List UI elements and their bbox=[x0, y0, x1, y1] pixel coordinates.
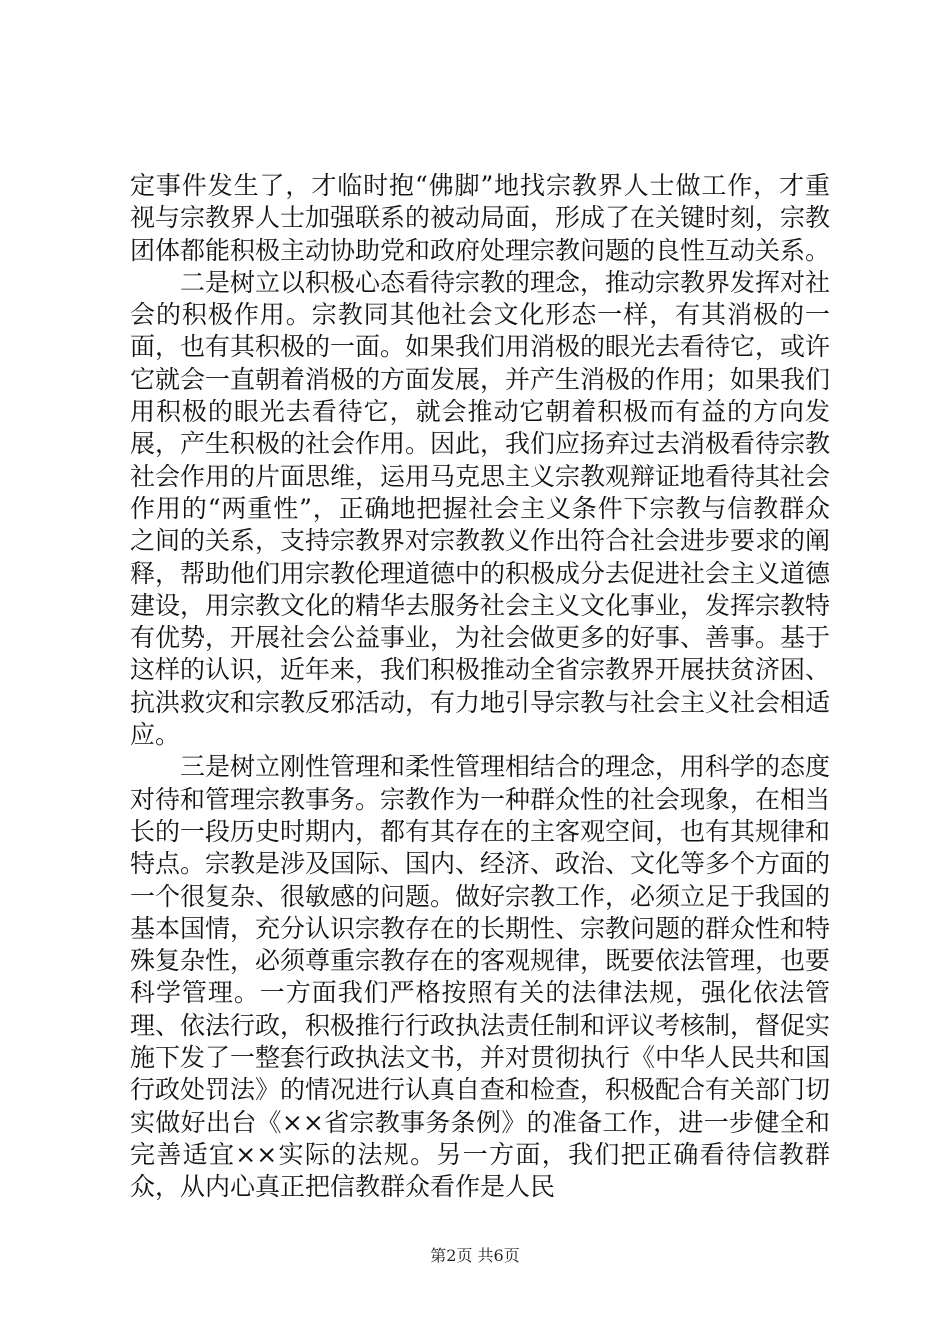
paragraph-point-two: 二是树立以积极心态看待宗教的理念，推动宗教界发挥对社会的积极作用。宗教同其他社会文化形态一样，有其消极的一面，也有其积极的一面。如果我们用消极的眼光去看待它，或许它就会一直朝着消极的方面发展，并产生消极的作用；如果我们用积极的眼光去看待它，就会推动它朝着积极而有益的方向发展，产生积极的社会作用。因此，我们应扬弃过去消极看待宗教社会作用的片面思维，运用马克思主义宗教观辩证地看待其社会作用的“两重性”，正确地把握社会主义条件下宗教与信教群众之间的关系，支持宗教界对宗教教义作出符合社会进步要求的阐释，帮助他们用宗教伦理道德中的积极成分去促进社会主义道德建设，用宗教文化的精华去服务社会主义文化事业，发挥宗教特有优势，开展社会公益事业，为社会做更多的好事、善事。基于这样的认识，近年来，我们积极推动全省宗教界开展扶贫济困、抗洪救灾和宗教反邪活动，有力地引导宗教与社会主义社会相适应。 bbox=[130, 267, 831, 750]
page-number-footer: 第2页 共6页 bbox=[430, 1246, 520, 1265]
paragraph-continuation: 定事件发生了，才临时抱“佛脚”地找宗教界人士做工作，才重视与宗教界人士加强联系的被动局面，形成了在关键时刻，宗教团体都能积极主动协助党和政府处理宗教问题的良性互动关系。 bbox=[130, 171, 831, 265]
document-body bbox=[130, 170, 830, 1204]
paragraph-point-three: 三是树立刚性管理和柔性管理相结合的理念，用科学的态度对待和管理宗教事务。宗教作为一种群众性的社会现象，在相当长的一段历史时期内，都有其存在的主客观空间，也有其规律和特点。宗教是涉及国际、国内、经济、政治、文化等多个方面的一个很复杂、很敏感的问题。做好宗教工作，必须立足于我国的基本国情，充分认识宗教存在的长期性、宗教问题的群众性和特殊复杂性，必须尊重宗教存在的客观规律，既要依法管理，也要科学管理。一方面我们严格按照有关的法律法规，强化依法管理、依法行政，积极推行行政执法责任制和评议考核制，督促实施下发了一整套行政执法文书，并对贯彻执行《中华人民共和国行政处罚法》的情况进行认真自查和检查，积极配合有关部门切实做好出台《××省宗教事务条例》的准备工作，进一步健全和完善适宜××实际的法规。另一方面，我们把正确看待信教群众，从内心真正把信教群众看作是人民 bbox=[130, 752, 831, 1202]
